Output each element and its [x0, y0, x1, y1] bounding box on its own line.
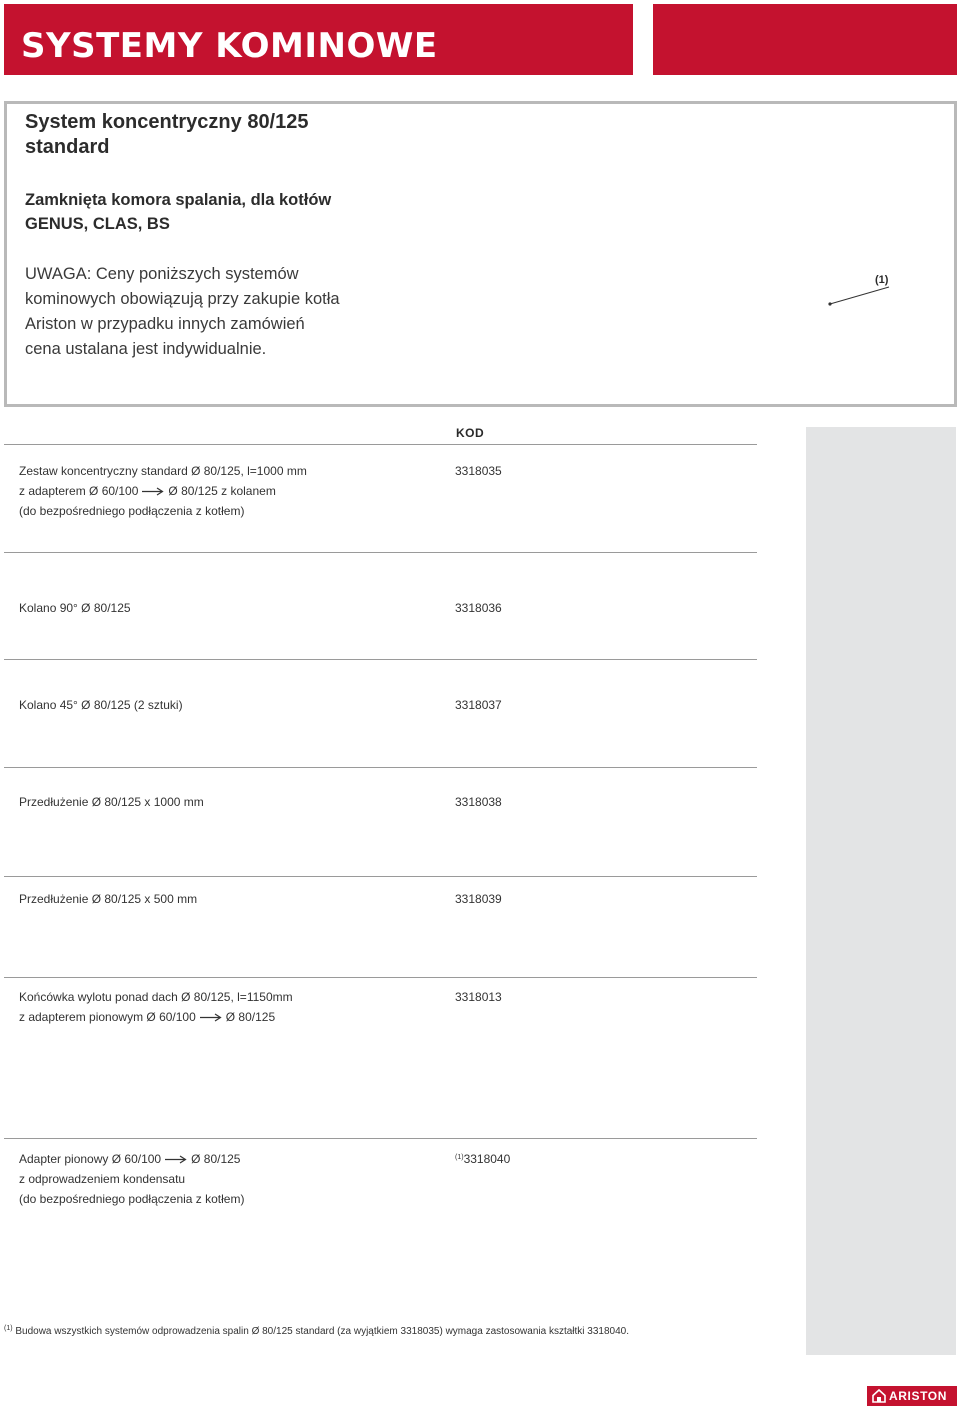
- house-icon: [872, 1389, 886, 1403]
- header-band: [4, 4, 633, 75]
- ariston-logo: [867, 1386, 957, 1406]
- table-rule: [4, 659, 757, 660]
- table-rule: [4, 767, 757, 768]
- product-code: 3318036: [455, 601, 502, 615]
- row-text-line: Kolano 45° Ø 80/125 (2 sztuki): [19, 698, 183, 712]
- page-title: SYSTEMY KOMINOWE: [21, 26, 438, 66]
- row-text-line: Kolano 90° Ø 80/125: [19, 601, 131, 615]
- image-column: [806, 427, 956, 1355]
- product-code: 3318039: [455, 892, 502, 906]
- table-row-description: [19, 461, 439, 521]
- row-text-line: Przedłużenie Ø 80/125 x 500 mm: [19, 892, 198, 906]
- intro-title: System koncentryczny 80/125 standard: [25, 111, 309, 158]
- row-text-line: z odprowadzeniem kondensatu: [19, 1172, 186, 1186]
- row-text-line: (do bezpośredniego podłączenia z kotłem): [19, 504, 245, 518]
- table-row-description: [19, 695, 439, 715]
- intro-box: [4, 101, 957, 407]
- product-code: 3318038: [455, 795, 502, 809]
- product-code: 3318035: [455, 464, 502, 478]
- footnote-text: Budowa wszystkich systemów odprowadzenia spalin Ø 80/125 standard (za wyjątkiem 3318035) wymaga zastosowania kształtki 3318040.: [15, 1326, 629, 1337]
- table-row-description: [19, 1149, 439, 1209]
- arrow-right-icon: [164, 1155, 188, 1164]
- table-row-description: [19, 889, 439, 909]
- row-text-segment: Ø 80/125 z kolanem: [168, 484, 276, 498]
- row-text-line: Końcówka wylotu ponad dach Ø 80/125, l=1150mm: [19, 990, 293, 1004]
- row-text-segment: Ø 80/125: [225, 1010, 276, 1024]
- arrow-right-icon: [141, 487, 165, 496]
- row-text-segment: Ø 80/125: [191, 1152, 241, 1166]
- table-row-description: [19, 987, 439, 1027]
- row-text-line: (do bezpośredniego podłączenia z kotłem): [19, 1192, 245, 1206]
- row-text-line: Przedłużenie Ø 80/125 x 1000 mm: [19, 795, 204, 809]
- table-rule: [4, 977, 757, 978]
- arrow-right-icon: [199, 1013, 223, 1022]
- product-code-value: 3318040: [463, 1152, 511, 1166]
- footnote: [4, 1326, 794, 1337]
- footnote-marker: (1): [455, 1154, 464, 1161]
- product-code: 3318013: [455, 990, 502, 1004]
- table-rule: [4, 552, 757, 553]
- row-text-line: [19, 481, 439, 501]
- table-rule: [4, 1138, 757, 1139]
- callout-label: (1): [875, 274, 889, 286]
- row-text-segment: z adapterem pionowym Ø 60/100: [19, 1010, 196, 1024]
- product-code: [455, 1149, 510, 1169]
- header-accent-block: [653, 4, 957, 75]
- table-row-description: [19, 792, 439, 812]
- row-text-segment: z adapterem Ø 60/100: [19, 484, 139, 498]
- footnote-marker: (1): [4, 1325, 13, 1332]
- code-column-header: KOD: [456, 426, 485, 440]
- callout-leader-line: [825, 284, 895, 308]
- table-row-description: [19, 598, 439, 618]
- brand-name: ARISTON: [889, 1389, 947, 1403]
- table-rule: [4, 444, 757, 445]
- row-text-segment: Adapter pionowy Ø 60/100: [19, 1152, 162, 1166]
- table-rule: [4, 876, 757, 877]
- row-text-line: [19, 1149, 439, 1169]
- row-text-line: Zestaw koncentryczny standard Ø 80/125, l=1000 mm: [19, 464, 307, 478]
- intro-note: UWAGA: Ceny poniższych systemów kominowych obowiązują przy zakupie kotła Ariston w przypadku innych zamówień cena ustalana jest indywidualnie.: [25, 265, 340, 358]
- row-text-line: [19, 1007, 439, 1027]
- intro-subtitle: Zamknięta komora spalania, dla kotłów GENUS, CLAS, BS: [25, 191, 332, 233]
- product-code: 3318037: [455, 698, 502, 712]
